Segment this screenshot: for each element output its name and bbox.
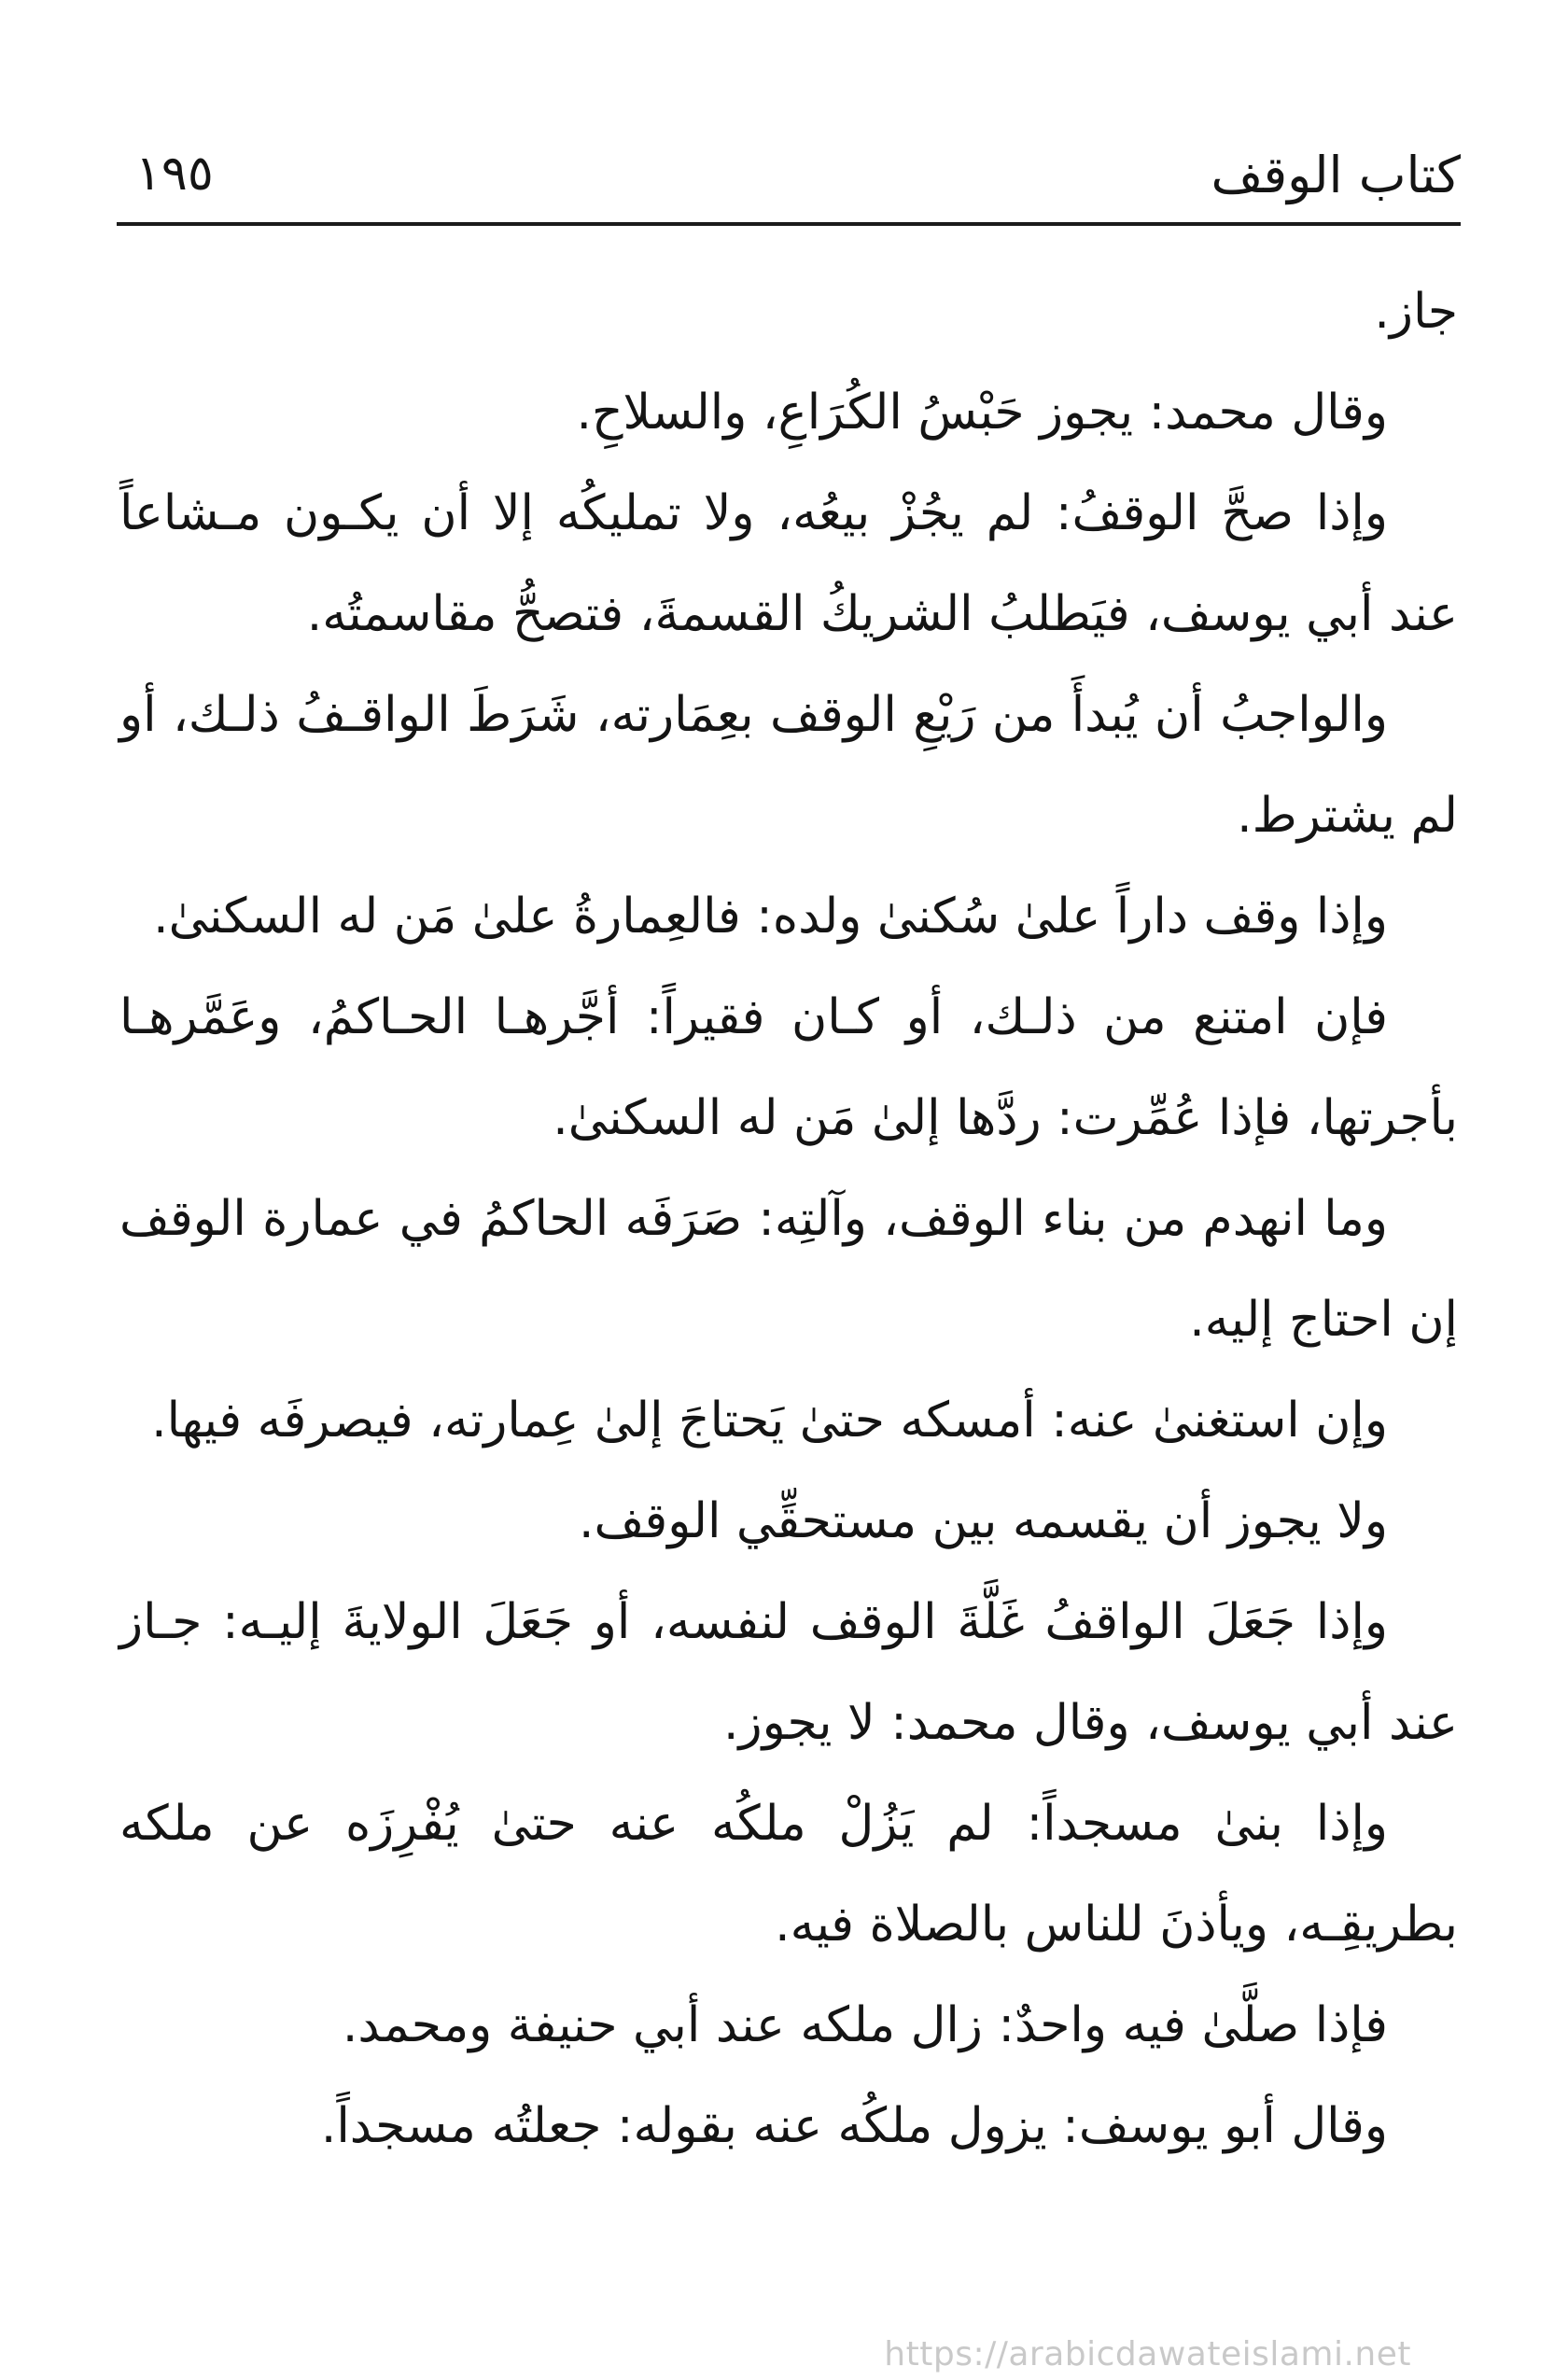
paragraph: وإذا جَعَلَ الواقفُ غَلَّةَ الوقف لنفسه، أو جَعَلَ الولايةَ إليـه: جـاز عند أبي يوسف، وقال محمد: لا يجوز.	[119, 1594, 1458, 1751]
paragraph: وإذا بنىٰ مسجداً: لم يَزُلْ ملكُه عنه حتىٰ يُفْرِزَه عن ملكه بطريقِـه، ويأذنَ للناس بالصلاة فيه.	[119, 1796, 1458, 1953]
paragraph: فإن امتنع من ذلـك، أو كـان فقيراً: أجَّرهـا الحـاكمُ، وعَمَّرهـا بأجرتها، فإذا عُمِّرت: ردَّها إلىٰ مَن له السكنىٰ.	[119, 989, 1458, 1146]
paragraph: وإذا صحَّ الوقفُ: لم يجُزْ بيعُه، ولا تمليكُه إلا أن يكـون مـشاعاً عند أبي يوسف، فيَطلبُ الشريكُ القسمةَ، فتصحُّ مقاسمتُه.	[119, 485, 1458, 642]
paragraph: ولا يجوز أن يقسمه بين مستحقِّي الوقف.	[579, 1493, 1388, 1549]
body-text	[119, 261, 1458, 2177]
paragraph: وقال أبو يوسف: يزول ملكُه عنه بقوله: جعلتُه مسجداً.	[320, 2098, 1388, 2154]
paragraph: جاز.	[1374, 284, 1458, 340]
paragraph: وإن استغنىٰ عنه: أمسكه حتىٰ يَحتاجَ إلىٰ عِمارته، فيصرفَه فيها.	[151, 1393, 1388, 1449]
paragraph: والواجبُ أن يُبدأَ من رَيْعِ الوقف بعِمَارته، شَرَطَ الواقـفُ ذلـك، أو لم يشترط.	[119, 687, 1458, 844]
watermark-url: https://arabicdawateislami.net	[884, 2335, 1411, 2373]
page-number: ١٩٥	[135, 146, 214, 202]
chapter-title: كتاب الوقف	[1211, 146, 1461, 204]
paragraph: فإذا صلَّىٰ فيه واحدٌ: زال ملكه عند أبي حنيفة ومحمد.	[342, 1997, 1388, 2053]
paragraph: وإذا وقف داراً علىٰ سُكنىٰ ولده: فالعِمارةُ علىٰ مَن له السكنىٰ.	[153, 889, 1388, 945]
paragraph: وقال محمد: يجوز حَبْسُ الكُرَاعِ، والسلاحِ.	[576, 385, 1388, 441]
page-header	[117, 138, 1461, 226]
paragraph: وما انهدم من بناء الوقف، وآلتِه: صَرَفَه الحاكمُ في عمارة الوقف إن احتاج إليه.	[119, 1191, 1458, 1348]
